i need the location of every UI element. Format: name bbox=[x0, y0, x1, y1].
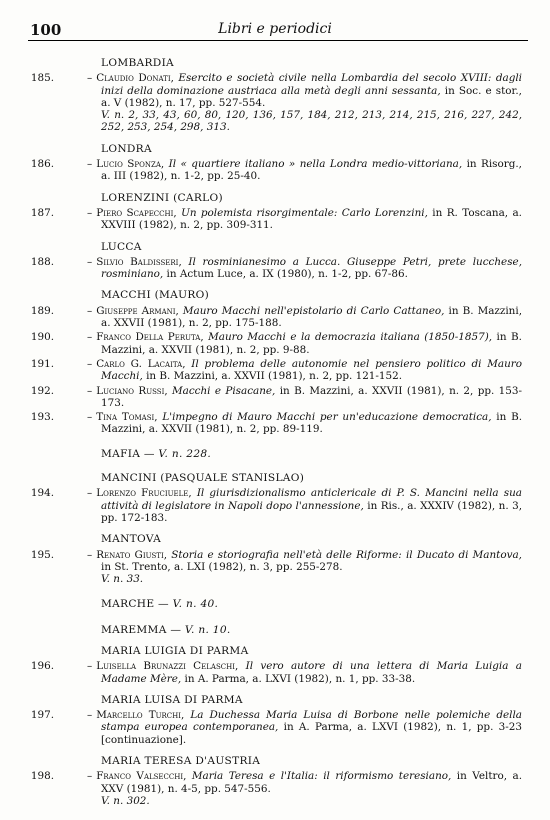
entry-author: Tina Tomasi, bbox=[96, 411, 158, 424]
entry-number: 196. bbox=[30, 660, 54, 673]
entry-dash: – bbox=[87, 770, 93, 783]
cross-reference: V. n. 2, 33, 43, 60, 80, 120, 136, 157, 184, 212, 213, 214, 215, 216, 227, 242, 252, 253, 254, 298, 313. bbox=[101, 109, 522, 134]
entry-author: Lucio Sponza, bbox=[96, 158, 165, 171]
entry-author: Silvio Baldisseri, bbox=[96, 255, 182, 268]
entry-author: Giuseppe Armani, bbox=[96, 304, 179, 317]
section-heading-text: LOMBARDIA bbox=[101, 57, 175, 69]
section-heading bbox=[30, 598, 522, 610]
cross-reference: V. n. 40. bbox=[168, 598, 219, 611]
entry-number: 197. bbox=[30, 709, 54, 722]
cross-reference: V. n. 302. bbox=[101, 794, 150, 807]
section-heading bbox=[30, 694, 522, 706]
entry-dash: – bbox=[87, 206, 93, 219]
entry-title: L'impegno di Mauro Macchi per un'educazione democratica, bbox=[157, 411, 492, 424]
entry-number: 193. bbox=[30, 411, 54, 424]
entry-citation: in B. Mazzini, a. XXVII (1981), n. 2, pp. 89-119. bbox=[101, 411, 523, 436]
entry-author: Franco Valsecchi, bbox=[96, 770, 187, 783]
section-heading bbox=[30, 755, 522, 767]
entry-number: 187. bbox=[30, 206, 54, 219]
section-heading-text: MARIA LUIGIA DI PARMA bbox=[101, 644, 249, 657]
section-heading-text: MARCHE — bbox=[101, 598, 169, 611]
entry-citation: in Actum Luce, a. IX (1980), n. 1-2, pp. 67-86. bbox=[163, 268, 408, 281]
section-heading-text: MAREMMA — bbox=[101, 623, 182, 636]
entry-dash: – bbox=[87, 411, 93, 424]
entry-author: Piero Scapecchi, bbox=[96, 206, 177, 219]
entry-number: 198. bbox=[30, 770, 54, 783]
entry-author: Luisella Brunazzi Celaschi, bbox=[96, 660, 239, 673]
section-heading-text: MANCINI (PASQUALE STANISLAO) bbox=[101, 472, 305, 485]
bibliography-entry bbox=[30, 770, 522, 807]
section-heading bbox=[30, 57, 522, 69]
section-heading-text: MANTOVA bbox=[101, 533, 162, 546]
entry-dash: – bbox=[87, 255, 93, 268]
entry-dash: – bbox=[87, 72, 93, 85]
section-heading bbox=[30, 533, 522, 545]
section-heading bbox=[30, 645, 522, 657]
entry-number: 190. bbox=[30, 331, 54, 344]
cross-reference: V. n. 228. bbox=[154, 447, 212, 460]
entry-dash: – bbox=[87, 548, 93, 561]
entry-number: 195. bbox=[30, 548, 54, 561]
bibliography-entry bbox=[30, 549, 522, 586]
entry-title: Maria Teresa e l'Italia: il riformismo teresiano, bbox=[186, 770, 452, 783]
section-heading-text: MAFIA — bbox=[101, 447, 155, 460]
entry-title: Il vero autore di una lettera di Maria Luigia a Madame Mère, bbox=[101, 660, 522, 685]
entry-citation: in Soc. e stor., a. V (1982), n. 17, pp. 527-554. bbox=[101, 84, 522, 109]
section-heading bbox=[30, 241, 522, 253]
entry-title: Storia e storiografia nell'età delle Riforme: il Ducato di Mantova, bbox=[167, 548, 522, 561]
entry-dash: – bbox=[87, 384, 93, 397]
section-heading bbox=[30, 289, 522, 301]
section-heading-text: LUCCA bbox=[101, 240, 142, 253]
entry-author: Lorenzo Fruciuele, bbox=[96, 487, 192, 500]
entry-title: Il « quartiere italiano » nella Londra medio-vittoriana, bbox=[164, 158, 463, 171]
entry-title: Macchi e Pisacane, bbox=[167, 384, 276, 397]
entry-title: Mauro Macchi nell'epistolario di Carlo Cattaneo, bbox=[178, 304, 445, 317]
page-number: 100 bbox=[30, 21, 62, 39]
entry-author: Marcello Turchi, bbox=[96, 709, 185, 722]
entry-citation: in B. Mazzini, a. XXVII (1981), n. 2, pp. 121-152. bbox=[142, 370, 403, 383]
entry-dash: – bbox=[87, 331, 93, 344]
section-heading bbox=[30, 448, 522, 460]
bibliography-entry bbox=[30, 709, 522, 746]
bibliography-entry bbox=[30, 72, 522, 133]
running-head: Libri e periodici bbox=[218, 21, 332, 37]
entry-title: Esercito e società civile nella Lombardia del secolo XVIII: dagli inizi della dominazione austriaca alla metà degli anni sessanta, bbox=[101, 72, 523, 97]
entry-number: 186. bbox=[30, 158, 54, 171]
entry-dash: – bbox=[87, 487, 93, 500]
cross-reference: V. n. 10. bbox=[181, 623, 231, 636]
entry-citation: in A. Parma, a. LXVI (1982), n. 1, pp. 3-23 [continuazione]. bbox=[101, 721, 522, 746]
entry-title: Il problema delle autonomie nel pensiero politico di Mauro Macchi, bbox=[101, 357, 522, 383]
entry-number: 192. bbox=[30, 384, 54, 397]
section-heading bbox=[30, 624, 522, 636]
entry-citation: in St. Trento, a. LXI (1982), n. 3, pp. 255-278. bbox=[101, 560, 343, 573]
entry-title: Un polemista risorgimentale: Carlo Lorenzini, bbox=[176, 206, 428, 219]
entry-number: 194. bbox=[30, 487, 54, 500]
section-heading-text: MARIA LUISA DI PARMA bbox=[101, 693, 243, 706]
entry-author: Franco Della Peruta, bbox=[96, 331, 204, 344]
entry-author: Carlo G. Lacaita, bbox=[96, 357, 186, 370]
entry-citation: in B. Mazzini, a. XXVII (1981), n. 2, pp. 175-188. bbox=[101, 304, 523, 330]
entry-dash: – bbox=[87, 357, 93, 370]
header-rule bbox=[28, 40, 528, 41]
section-heading bbox=[30, 143, 522, 155]
page-header bbox=[30, 21, 520, 41]
entry-author: Luciano Russi, bbox=[96, 384, 168, 397]
cross-reference: V. n. 33. bbox=[101, 573, 144, 586]
entry-number: 191. bbox=[30, 357, 54, 370]
section-heading-text: LORENZINI (CARLO) bbox=[101, 191, 223, 204]
entry-number: 185. bbox=[30, 72, 54, 85]
entry-author: Renato Giusti, bbox=[96, 548, 168, 561]
entry-number: 189. bbox=[30, 304, 54, 317]
entry-dash: – bbox=[87, 660, 93, 673]
entry-title: La Duchessa Maria Luisa di Borbone nelle polemiche della stampa europea contemporanea, bbox=[101, 709, 522, 734]
bibliography-entry bbox=[30, 660, 522, 685]
entry-citation: in B. Mazzini, a. XXVII (1981), n. 2, pp. 9-88. bbox=[101, 331, 522, 356]
entry-citation: in R. Toscana, a. XXVIII (1982), n. 2, pp. 309-311. bbox=[101, 206, 522, 232]
bibliography-entry bbox=[30, 331, 522, 356]
entry-citation: in Ris., a. XXXIV (1982), n. 3, pp. 172-183. bbox=[101, 499, 522, 524]
section-heading-text: MARIA TERESA D'AUSTRIA bbox=[101, 755, 261, 768]
entry-number: 188. bbox=[30, 255, 54, 268]
entry-dash: – bbox=[87, 709, 93, 722]
bibliography-entry bbox=[30, 256, 522, 281]
bibliography-entry bbox=[30, 385, 522, 410]
bibliography-entry bbox=[30, 487, 522, 524]
section-heading-text: MACCHI (MAURO) bbox=[101, 289, 210, 302]
entry-citation: in Veltro, a. XXV (1981), n. 4-5, pp. 547-556. bbox=[101, 770, 522, 795]
bibliography-body bbox=[30, 49, 522, 809]
section-heading bbox=[30, 192, 522, 204]
bibliography-entry bbox=[30, 207, 522, 232]
bibliography-entry bbox=[30, 305, 522, 330]
entry-dash: – bbox=[87, 158, 93, 171]
entry-author: Claudio Donati, bbox=[96, 72, 174, 85]
entry-citation: in A. Parma, a. LXVI (1982), n. 1, pp. 33-38. bbox=[181, 672, 416, 685]
section-heading-text: LONDRA bbox=[101, 142, 152, 155]
entry-dash: – bbox=[87, 304, 93, 317]
entry-citation: in Risorg., a. III (1982), n. 1-2, pp. 25-40. bbox=[101, 158, 522, 183]
entry-citation: in B. Mazzini, a. XXVII (1981), n. 2, pp. 153-173. bbox=[101, 384, 522, 409]
section-heading bbox=[30, 472, 522, 484]
bibliography-entry bbox=[30, 358, 522, 383]
entry-title: Mauro Macchi e la democrazia italiana (1850-1857), bbox=[203, 331, 493, 344]
entry-title: Il rosminianesimo a Lucca. Giuseppe Petri, prete lucchese, rosminiano, bbox=[101, 255, 522, 281]
bibliography-entry bbox=[30, 411, 522, 436]
bibliography-entry bbox=[30, 158, 522, 183]
entry-title: Il giurisdizionalismo anticlericale di P. S. Mancini nella sua attività di legislatore in Napoli dopo l'annessione, bbox=[101, 487, 522, 512]
